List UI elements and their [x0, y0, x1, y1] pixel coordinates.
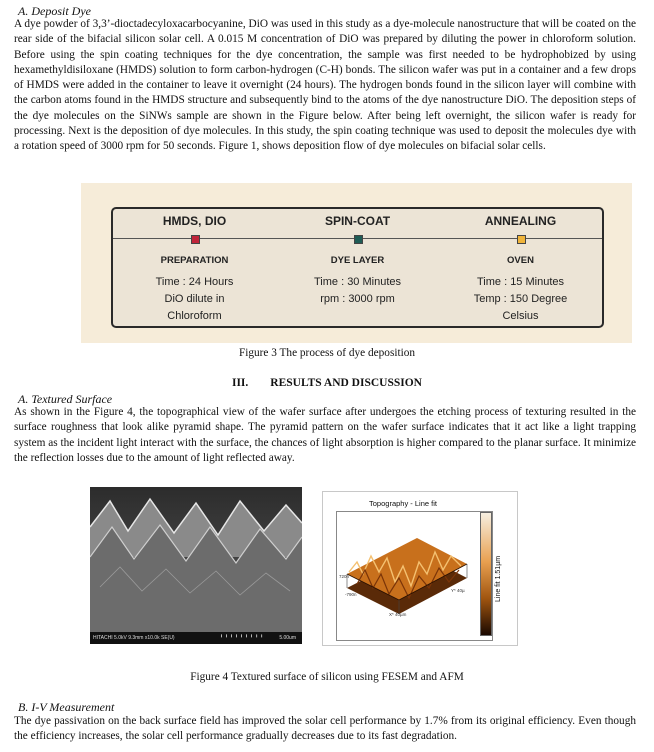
fesem-footer	[90, 632, 302, 644]
fesem-info: HITACHI 5.0kV 9.3mm x10.0k SE(U)	[93, 635, 175, 641]
step-head: HMDS, DIO	[162, 214, 227, 228]
figure-3-caption: Figure 3 The process of dye deposition	[238, 347, 416, 359]
paragraph-deposit-dye: A dye powder of 3,3’-dioctadecyloxacarbocyanine, DiO was used in this study as a dye-molecule nanostructure that will be coated on the rear side of the bifacial silicon solar cell. A 0.015 M concentration of DiO was prepared by diluting the power in chloroform solution. Before using the spin coating techniques for the dye concentration, the sample was first needed to be hydrophobized by using hexamethyldisiloxane (HMDS) solution to form carbon-hydrogen (C-H) bonds. The silicon wafer was put in a container and a few drops of HMDS were added in the container to leave it overnight (24 hours). The hydrogen bonds found in the silicon layer will combine with the carbon atoms found in the HMDS structure and subsequently bind to the atoms of the dye nanostructure DiO. The deposition steps of the dye molecules on the SiNWs sample are shown in the Figure below. After being left overnight, the silicon wafer is ready for processing. Next is the deposition of dye molecules. In this study, the spin coating technique was used to deposit the molecules dye with a rotation speed of 3000 rpm for 50 seconds. Figure 1, shows deposition flow of dye molecules on bifacial solar cells.	[14, 18, 636, 153]
step-details	[276, 274, 439, 308]
afm-y-label: Y* 40µ	[451, 588, 465, 593]
section-title-deposit-dye: A. Deposit Dye	[18, 4, 91, 18]
paragraph-textured-surface: As shown in the Figure 4, the topographical view of the wafer surface after undergoes the etching process of texturing resulted in the surface roughness that look alike pyramid shape. The pyramid pattern on the wafer surface indicates that it act like a light trapping system as the incident light interact with the surface, the chances of light absorption is higher compared to the planar surface. It minimize the reflection losses due to the amount of light reflected away.	[14, 406, 636, 464]
fesem-scale-ticks: ╹╹╹╹╹╹╹╹╹	[220, 635, 266, 641]
afm-z-label: -790n	[345, 592, 357, 597]
step-details	[113, 274, 276, 325]
afm-z-label: 720n	[339, 574, 350, 579]
step-head: SPIN-COAT	[324, 214, 391, 228]
afm-colorbar-label: Line fit 1.51µm	[495, 555, 502, 602]
step-marker	[191, 235, 200, 244]
section-title-textured-surface: A. Textured Surface	[18, 392, 113, 406]
figure-3	[81, 183, 632, 343]
paragraph-iv-measurement: The dye passivation on the back surface field has improved the solar cell performance by 1.7% from its original efficiency. Even though the efficiency increases, the solar cell performance gradually decreases due to its fast degradation.	[14, 715, 636, 743]
step-marker	[517, 235, 526, 244]
step-details	[439, 274, 602, 325]
process-flow-diagram	[111, 207, 604, 328]
step-head: ANNEALING	[484, 214, 557, 228]
section-heading-results	[0, 377, 654, 389]
fesem-image	[90, 487, 302, 644]
afm-image	[322, 491, 518, 646]
fesem-pyramid-texture	[90, 487, 302, 632]
section-number: III.	[231, 377, 249, 389]
step-detail-line: Temp : 150 Degree	[473, 293, 568, 305]
afm-title: Topography - Line fit	[369, 499, 437, 508]
step-sub: DYE LAYER	[330, 255, 385, 266]
step-detail-line: DiO dilute in	[164, 293, 225, 305]
section-heading-text: RESULTS AND DISCUSSION	[270, 377, 422, 389]
step-sub: PREPARATION	[160, 255, 229, 266]
step-marker	[354, 235, 363, 244]
step-detail-line: Time : 24 Hours	[155, 276, 234, 288]
afm-surface	[337, 512, 477, 634]
fesem-scale-label: 5.00um	[279, 635, 296, 641]
afm-x-label: X* 40µm	[389, 612, 407, 617]
figure-4-caption: Figure 4 Textured surface of silicon using FESEM and AFM	[190, 671, 464, 683]
step-detail-line: rpm : 3000 rpm	[320, 293, 395, 305]
step-sub: OVEN	[507, 255, 534, 266]
step-detail-line: Celsius	[502, 310, 539, 322]
step-detail-line: Chloroform	[167, 310, 222, 322]
afm-colorbar	[480, 512, 492, 636]
step-detail-line: Time : 30 Minutes	[313, 276, 401, 288]
step-detail-line: Time : 15 Minutes	[476, 276, 564, 288]
afm-plot-frame	[336, 511, 493, 641]
section-title-iv-measurement: B. I-V Measurement	[18, 700, 115, 714]
